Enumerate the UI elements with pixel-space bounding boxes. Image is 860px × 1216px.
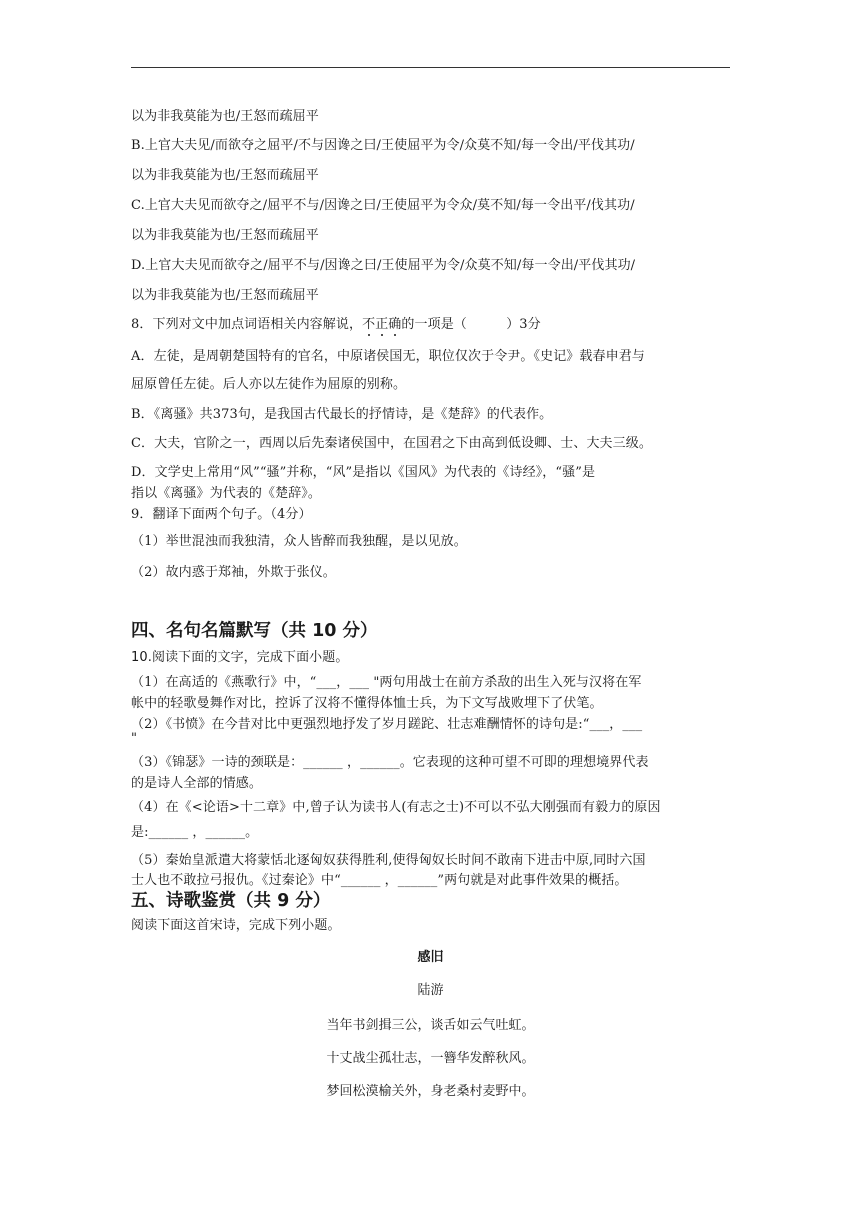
q7-option-c-line2: 以为非我莫能为也/王怒而疏屈平	[131, 228, 319, 243]
section-4-heading: 四、名句名篇默写（共 10 分）	[131, 621, 378, 641]
q8-dotted-char: 正	[375, 313, 388, 332]
q9-title: 9．翻译下面两个句子。（4分）	[131, 507, 312, 522]
q10-item-3-line1: （3）《锦瑟》一诗的颈联是：______ ，______。它表现的这种可望不可即的理想境界代表	[131, 755, 649, 770]
q8-option-d-line1: D．文学史上常用“风”“骚”并称，“风”是指以《国风》为代表的《诗经》，“骚”是	[131, 465, 596, 480]
q7-option-d-line2: 以为非我莫能为也/王怒而疏屈平	[131, 288, 319, 303]
section-5-heading: 五、诗歌鉴赏（共 9 分）	[131, 891, 331, 911]
q7-option-c-line1: C.上官大夫见而欲夺之/屈平不与/因谗之曰/王使屈平为令众/莫不知/每一令出平/伐其功/	[131, 198, 635, 213]
q8-option-a-line1: A．左徒，是周朝楚国特有的官名，中原诸侯国无，职位仅次于令尹。《史记》载春申君与	[131, 349, 645, 364]
q8-suffix: 的一项是（ ）3分	[401, 317, 541, 332]
q8-option-a-line2: 屈原曾任左徒。后人亦以左徒作为屈原的别称。	[131, 377, 407, 392]
q8-prefix: 8．下列对文中加点词语相关内容解说，	[131, 317, 363, 332]
q8-question	[131, 313, 541, 332]
q9-sentence-1: （1）举世混浊而我独清，众人皆醉而我独醒，是以见放。	[131, 534, 467, 549]
q10-item-5-line1: （5）秦始皇派遣大将蒙恬北逐匈奴获得胜利,使得匈奴长时间不敢南下进击中原,同时六国	[131, 853, 646, 868]
q10-item-2-line1: （2）《书愤》在今昔对比中更强烈地抒发了岁月蹉跎、壮志难酬情怀的诗句是:“___，___	[131, 717, 643, 732]
q7-option-a-tail: 以为非我莫能为也/王怒而疏屈平	[131, 109, 319, 124]
q10-item-3-line2: 的是诗人全部的情感。	[131, 776, 263, 791]
section-5-intro: 阅读下面这首宋诗，完成下列小题。	[131, 918, 341, 933]
q10-item-4-line2: 是:______ ，______。	[131, 825, 259, 840]
q9-sentence-2: （2）故内惑于郑袖，外欺于张仪。	[131, 565, 336, 580]
q8-option-d-line2: 指以《离骚》为代表的《楚辞》。	[131, 486, 322, 501]
q8-dotted-char: 不	[362, 313, 375, 332]
poem-line: 梦回松漠榆关外，身老桑村麦野中。	[326, 1084, 535, 1099]
q8-option-c: C．大夫，官阶之一，西周以后先秦诸侯国中，在国君之下由高到低设卿、士、大夫三级。	[131, 436, 652, 451]
q10-item-4-line1: （4）在《<论语>十二章》中,曾子认为读书人(有志之士)不可以不弘大刚强而有毅力的原因	[131, 800, 661, 815]
q7-option-d-line1: D.上官大夫见而欲夺之/屈平不与/因谗之曰/王使屈平为令/众莫不知/每一令出/平伐其功/	[131, 258, 636, 273]
poem-title: 感旧	[417, 950, 444, 965]
poem-line: 当年书剑揖三公，谈舌如云气吐虹。	[326, 1018, 535, 1033]
q10-intro: 10.阅读下面的文字，完成下面小题。	[131, 650, 349, 665]
poem-line: 十丈战尘孤壮志，一簪华发醉秋风。	[326, 1051, 535, 1066]
q10-item-5-line2: 士人也不敢拉弓报仇。《过秦论》中“______ ，______”两句就是对此事件效果的概括。	[131, 873, 628, 888]
q10-item-1-line2: 帐中的轻歌曼舞作对比，控诉了汉将不懂得体恤士兵，为下文写战败埋下了伏笔。	[131, 696, 603, 711]
q10-item-2-line2: "	[131, 731, 138, 746]
q8-dotted-char: 确	[388, 313, 401, 332]
q7-option-b-line2: 以为非我莫能为也/王怒而疏屈平	[131, 168, 319, 183]
q8-option-b: B．《离骚》共373句，是我国古代最长的抒情诗，是《楚辞》的代表作。	[131, 407, 553, 422]
poem-author: 陆游	[417, 983, 444, 998]
q10-item-1-line1: （1）在高适的《燕歌行》中，“___，___ "两句用战士在前方杀敌的出生入死与汉将在军	[131, 675, 642, 690]
q7-option-b-line1: B.上官大夫见/而欲夺之屈平/不与因谗之曰/王使屈平为令/众莫不知/每一令出/平伐其功/	[131, 138, 635, 153]
header-rule	[131, 67, 730, 68]
